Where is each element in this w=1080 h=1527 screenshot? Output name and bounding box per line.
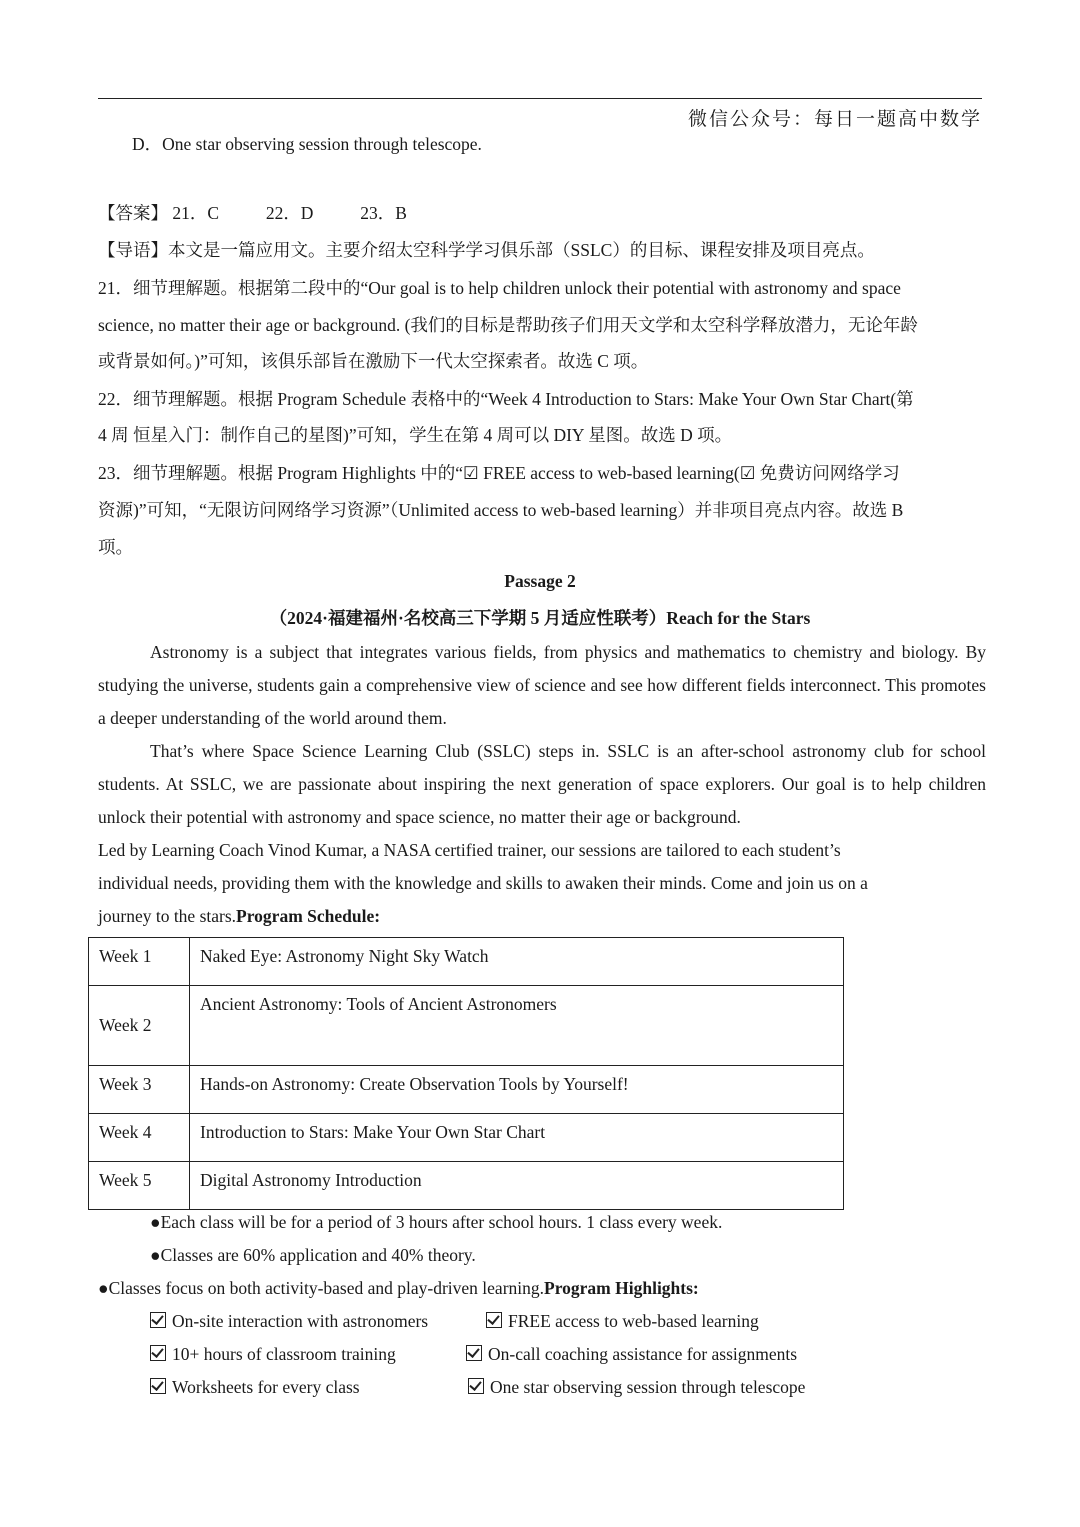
passage-label: Passage 2 xyxy=(504,571,576,591)
checkbox-checked-icon xyxy=(486,1312,502,1328)
topic-cell: Digital Astronomy Introduction xyxy=(190,1162,844,1210)
topic-cell: Introduction to Stars: Make Your Own Star Chart xyxy=(190,1114,844,1162)
highlight-item: Worksheets for every class xyxy=(150,1375,360,1399)
passage-paragraph-3-line: individual needs, providing them with the knowledge and skills to awaken their minds. Come and join us on a xyxy=(98,873,868,893)
explanation-line: 或背景如何。)”可知，该俱乐部旨在激励下一代太空探索者。故选 C 项。 xyxy=(98,351,649,371)
passage-paragraph-1: Astronomy is a subject that integrates various fields, from physics and mathematics to chemistry and biology. By studying the universe, students gain a comprehensive view of science and see how different fields interconnect. This promotes a deeper understanding of the world around them. xyxy=(98,642,986,728)
highlight-item: On-site interaction with astronomers xyxy=(150,1309,428,1333)
explanation-line: 项。 xyxy=(98,537,133,557)
table-row xyxy=(89,1066,844,1114)
answer-23: 23．B xyxy=(360,203,407,223)
answer-label: 【答案】 xyxy=(98,203,168,223)
answer-22: 22．D xyxy=(265,203,314,223)
checkbox-checked-icon xyxy=(150,1345,166,1361)
checkbox-checked-icon xyxy=(466,1345,482,1361)
highlight-item: 10+ hours of classroom training xyxy=(150,1342,396,1366)
checkbox-checked-icon xyxy=(150,1312,166,1328)
explanation-line: 21．细节理解题。根据第二段中的“Our goal is to help children unlock their potential with astronomy and space xyxy=(98,278,901,298)
week-cell: Week 4 xyxy=(89,1114,190,1162)
answer-line xyxy=(98,201,407,225)
checkbox-checked-icon xyxy=(150,1378,166,1394)
table-row xyxy=(89,1162,844,1210)
schedule-heading: Program Schedule: xyxy=(236,906,381,926)
header-watermark-text: 微信公众号：每日一题高中数学 xyxy=(687,108,982,130)
passage-paragraph-3-line: journey to the stars.Program Schedule: xyxy=(98,906,381,926)
bullet-item: ●Classes are 60% application and 40% theory. xyxy=(150,1245,476,1265)
highlight-item: On-call coaching assistance for assignments xyxy=(466,1342,797,1366)
week-cell: Week 1 xyxy=(89,938,190,986)
option-d: D．One star observing session through telescope. xyxy=(132,134,482,154)
explanation-line: science, no matter their age or background. (我们的目标是帮助孩子们用天文学和太空科学释放潜力，无论年龄 xyxy=(98,315,918,335)
bullet-item: ●Each class will be for a period of 3 hours after school hours. 1 class every week. xyxy=(150,1212,723,1232)
explanation-line: 资源)”可知，“无限访问网络学习资源”（Unlimited access to web-based learning）并非项目亮点内容。故选 B xyxy=(98,500,904,520)
program-schedule-table xyxy=(88,937,844,1210)
bullet-item: ●Classes focus on both activity-based and play-driven learning.Program Highlights: xyxy=(98,1278,699,1298)
header-rule xyxy=(98,98,982,99)
checkbox-checked-icon xyxy=(468,1378,484,1394)
week-cell: Week 2 xyxy=(89,986,190,1066)
guide-text: 【导语】本文是一篇应用文。主要介绍太空科学学习俱乐部（SSLC）的目标、课程安排及项目亮点。 xyxy=(98,240,875,260)
week-cell: Week 5 xyxy=(89,1162,190,1210)
explanation-line: 22．细节理解题。根据 Program Schedule 表格中的“Week 4 Introduction to Stars: Make Your Own Star Chart(第 xyxy=(98,389,914,409)
highlight-item: FREE access to web-based learning xyxy=(486,1309,759,1333)
highlight-item: One star observing session through telescope xyxy=(468,1375,805,1399)
passage-title: （2024·福建福州·名校高三下学期 5 月适应性联考）Reach for the Stars xyxy=(269,608,811,628)
table-row xyxy=(89,1114,844,1162)
topic-cell: Hands-on Astronomy: Create Observation Tools by Yourself! xyxy=(190,1066,844,1114)
passage-paragraph-3-line: Led by Learning Coach Vinod Kumar, a NASA certified trainer, our sessions are tailored to each student’s xyxy=(98,840,841,860)
explanation-line: 23．细节理解题。根据 Program Highlights 中的“☑ FREE access to web-based learning(☑ 免费访问网络学习 xyxy=(98,463,900,483)
table-row xyxy=(89,986,844,1066)
answer-21: 21．C xyxy=(172,203,220,223)
highlights-heading: Program Highlights: xyxy=(544,1278,699,1298)
topic-cell: Ancient Astronomy: Tools of Ancient Astronomers xyxy=(190,986,844,1066)
topic-cell: Naked Eye: Astronomy Night Sky Watch xyxy=(190,938,844,986)
passage-paragraph-2: That’s where Space Science Learning Club (SSLC) steps in. SSLC is an after-school astronomy club for school students. At SSLC, we are passionate about inspiring the next generation of space explorers. Our goal is to help children unlock their potential with astronomy and space science, no matter their age or background. xyxy=(98,741,986,827)
week-cell: Week 3 xyxy=(89,1066,190,1114)
table-row xyxy=(89,938,844,986)
explanation-line: 4 周 恒星入门：制作自己的星图)”可知，学生在第 4 周可以 DIY 星图。故选 D 项。 xyxy=(98,425,733,445)
